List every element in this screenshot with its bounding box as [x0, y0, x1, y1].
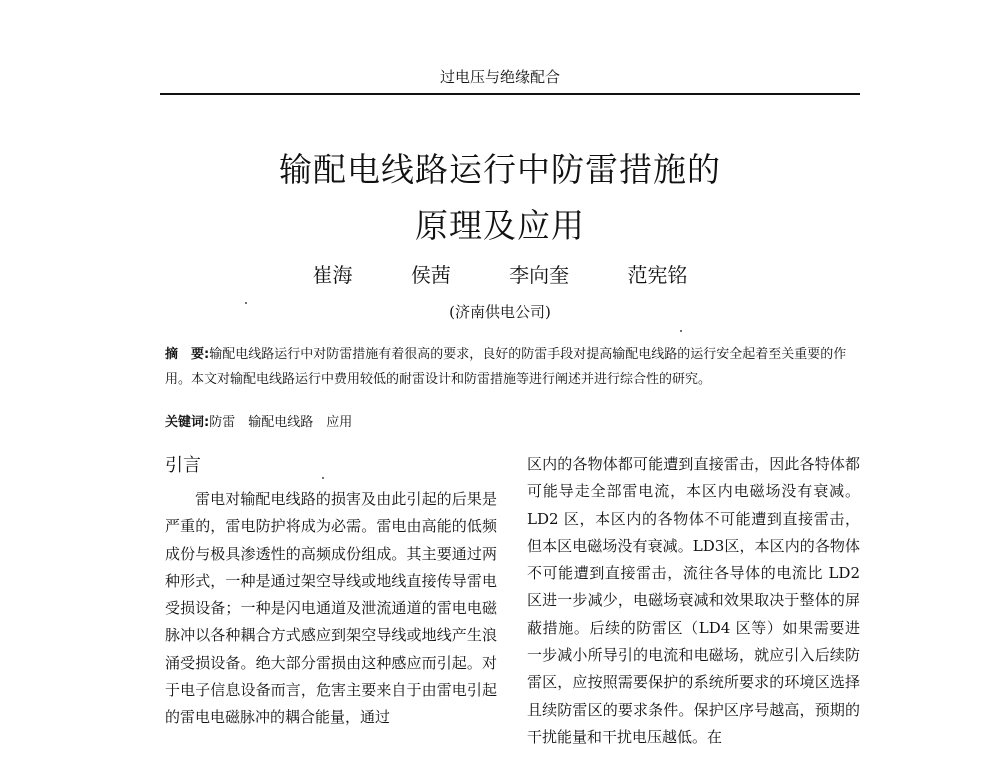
- author: 范宪铭: [627, 263, 688, 287]
- abstract-text: 输配电线路运行中对防雷措施有着很高的要求，良好的防雷手段对提高输配电线路的运行安全起着至关重要的作用。本文对输配电线路运行中费用较低的耐雷设计和防雷措施等进行阐述并进行综合性的研究。: [165, 347, 847, 387]
- header-rule: [160, 93, 860, 95]
- body-column-left: 雷电对输配电线路的损害及由此引起的后果是严重的，雷电防护将成为必需。雷电由高能的低频成份与极具渗透性的高频成份组成。其主要通过两种形式，一种是通过架空导线或地线直接传导雷电受损设备；一种是闪电通道及泄流通道的雷电电磁脉冲以各种耦合方式感应到架空导线或地线产生浪涌受损设备。绝大部分雷损由这种感应而引起。对于电子信息设备而言，危害主要来自于由雷电引起的雷电电磁脉冲的耦合能量，通过: [165, 490, 497, 727]
- scan-speck: [680, 330, 682, 332]
- author: 侯茜: [410, 263, 451, 287]
- scan-speck: [245, 302, 247, 304]
- scan-speck: [322, 477, 324, 479]
- affiliation: (济南供电公司): [449, 303, 551, 321]
- author-list: [0, 259, 1000, 288]
- author: 崔海: [312, 263, 353, 287]
- body-column-right: 区内的各物体都可能遭到直接雷击，因此各特体都可能导走全部雷电流，本区内电磁场没有衰减。LD2 区，本区内的各物体不可能遭到直接雷击，但本区电磁场没有衰减。LD3区，本区内的各物体不可能遭到直接雷击，流往各导体的电流比 LD2 区进一步减少，电磁场衰减和效果取决于整体的屏蔽措施。后续的防雷区（LD4 区等）如果需要进一步减小所导引的电流和电磁场，就应引入后续防雷区，应按照需要保护的系统所要求的环境区选择且续防雷区的要求条件。保护区序号越高，预期的干扰能量和干扰电压越低。在: [527, 455, 860, 746]
- abstract: [165, 342, 865, 392]
- running-header: 过电压与绝缘配合: [439, 68, 560, 86]
- section-heading-introduction: 引言: [165, 455, 201, 476]
- keywords: [165, 411, 865, 430]
- author: 李向奎: [509, 263, 570, 287]
- abstract-label: 摘 要:: [165, 347, 210, 362]
- keywords-label: 关键词:: [165, 415, 210, 430]
- paper-title-line-2: 原理及应用: [415, 206, 585, 245]
- keywords-text: 防雷 输配电线路 应用: [209, 415, 353, 430]
- paper-title-line-1: 输配电线路运行中防雷措施的: [279, 150, 721, 189]
